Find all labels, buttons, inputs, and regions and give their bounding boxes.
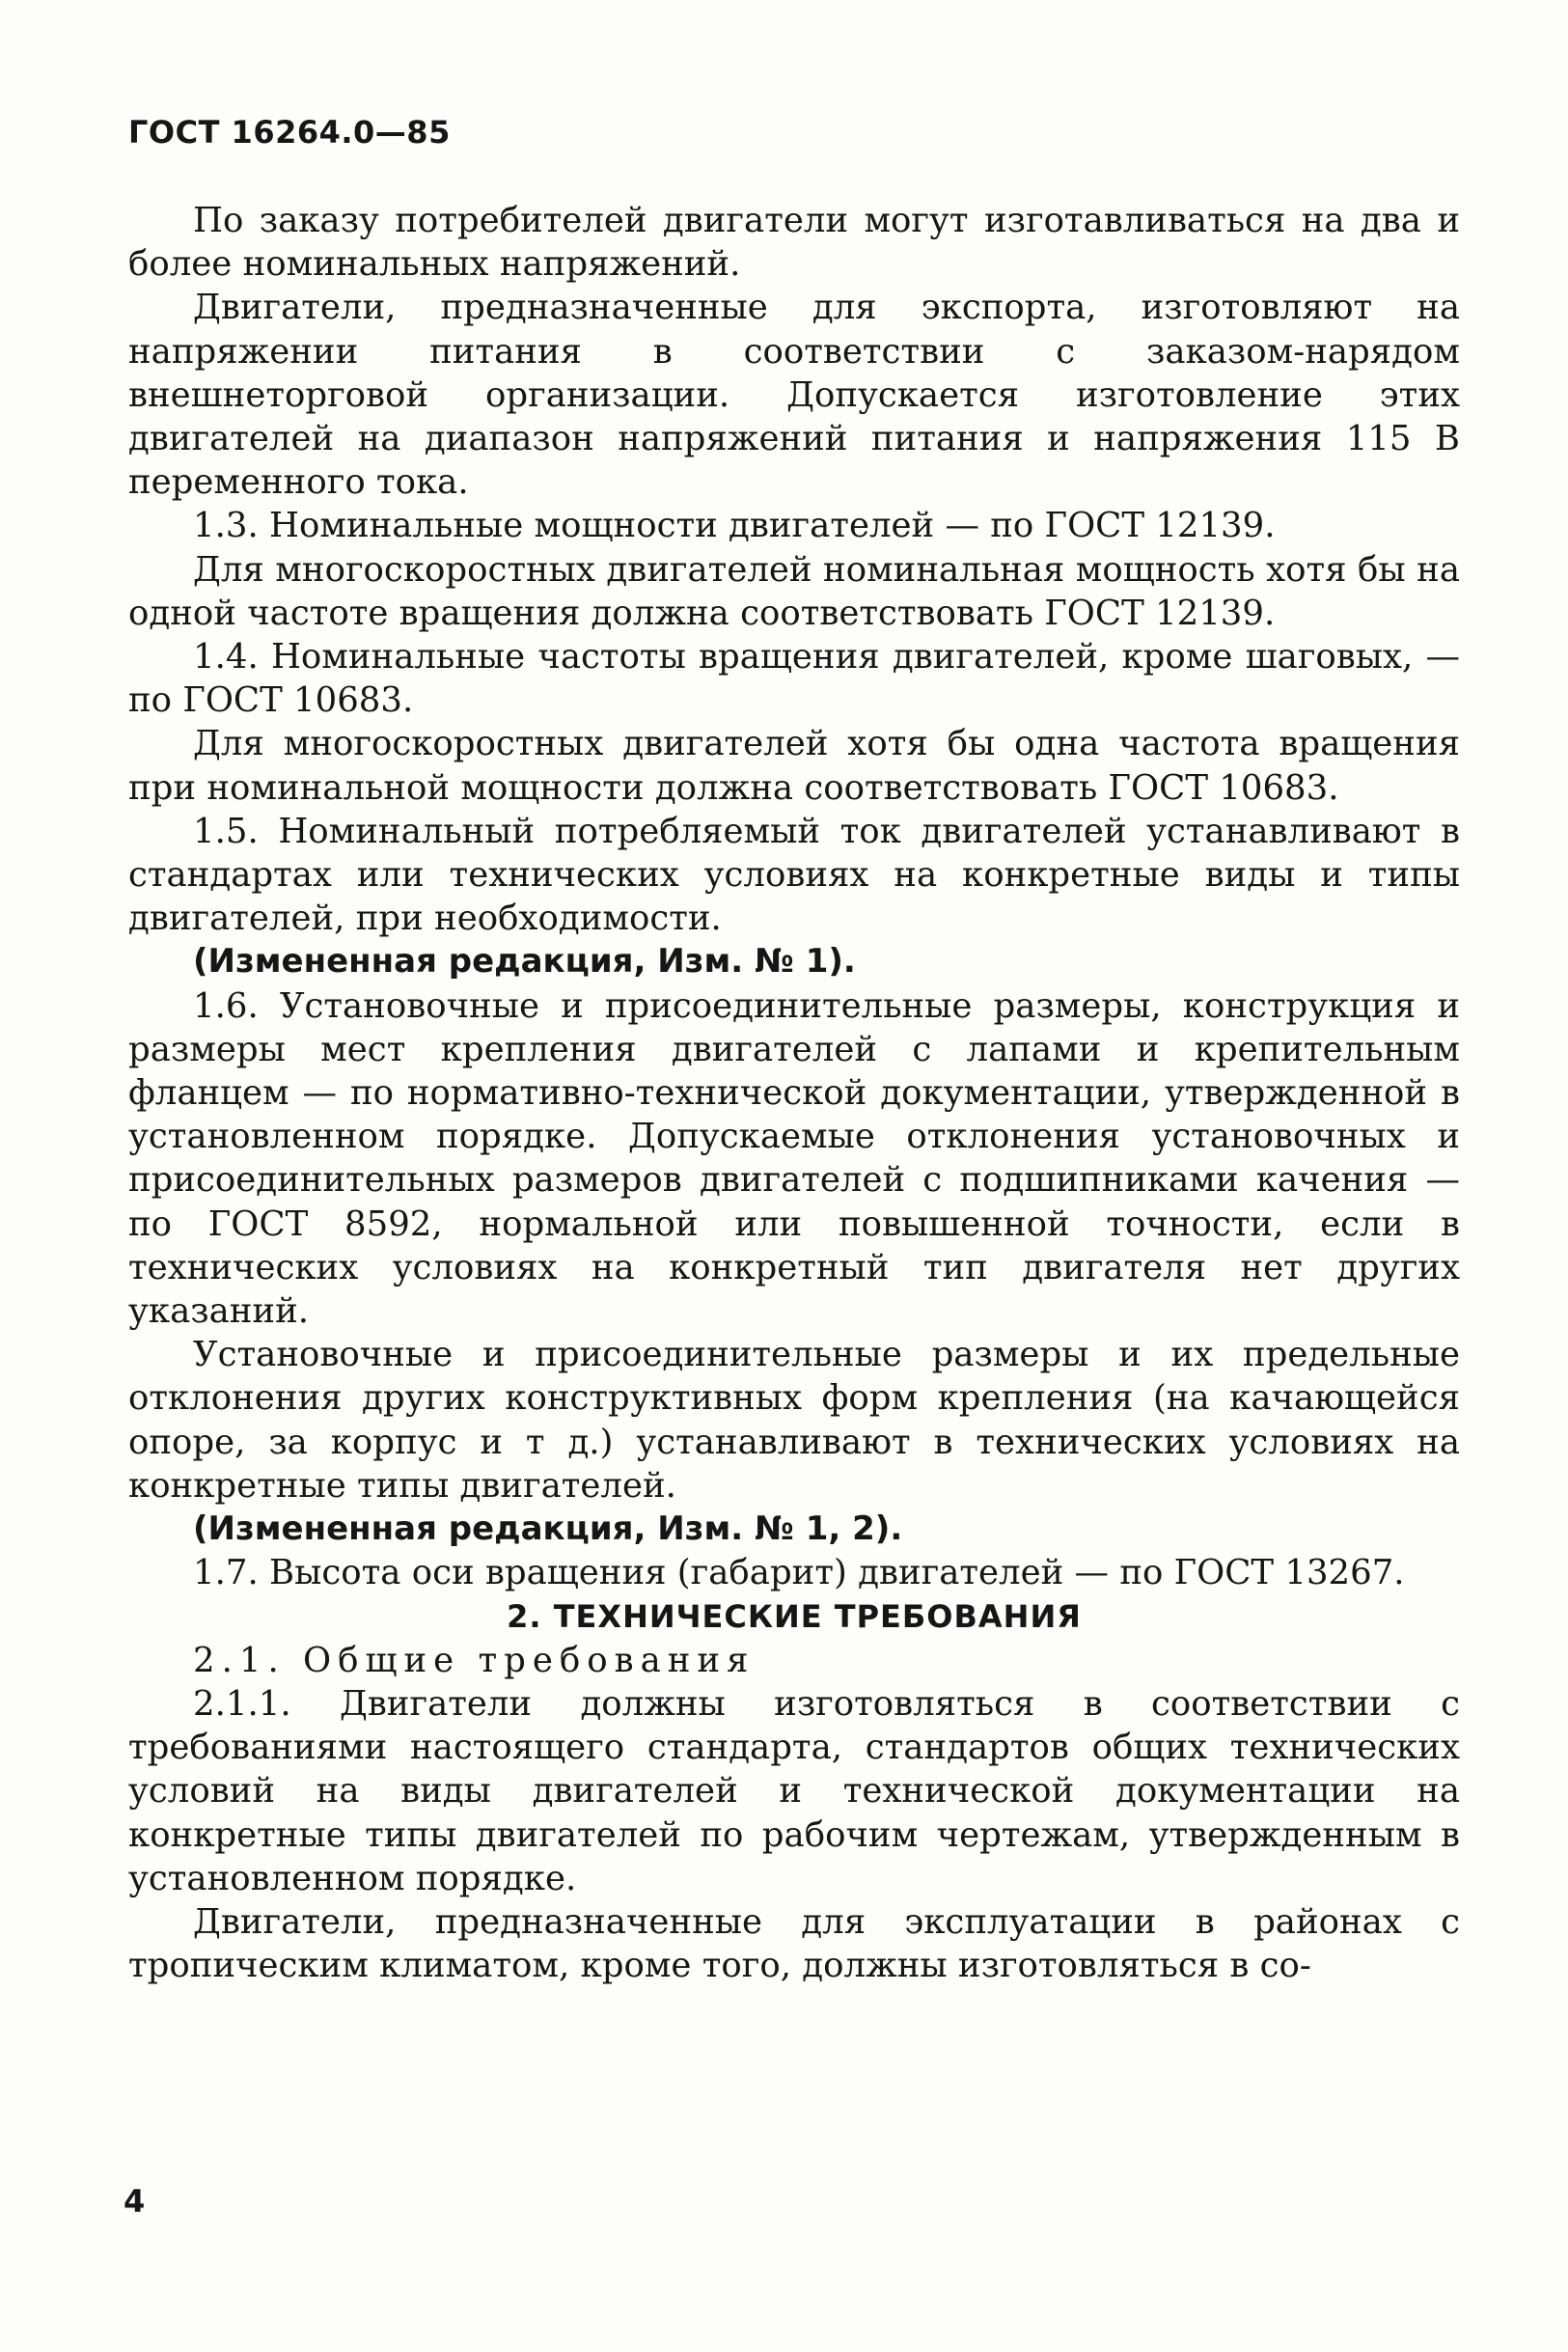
amendment-note: (Измененная редакция, Изм. № 1, 2). xyxy=(193,1509,903,1549)
section-title: 2. ТЕХНИЧЕСКИЕ ТРЕБОВАНИЯ xyxy=(507,1597,1082,1635)
clause-2-1-1: 2.1.1. Двигатели должны изготовляться в соответствии с требованиями настоящего стандарта, стандартов общих технических условий на виды двигателей и технической документации на конкретные типы двигателей по рабочим чертежам, утвержденным в установленном порядке. xyxy=(128,1683,1460,1898)
clause-1-6: 1.6. Установочные и присоединительные размеры, конструкция и размеры мест крепления двигателей с лапами и крепительным фланцем — по нормативно-технической документации, утвержденной в установленном порядке. Допускаемые отклонения установочных и присоединительных размеров двигателей с подшипниками качения — по ГОСТ 8592, нормальной или повышенной точности, если в технических условиях на конкретный тип двигателя нет других указаний. xyxy=(128,985,1460,1332)
page-number: 4 xyxy=(124,2183,146,2220)
clause-1-4: 1.4. Номинальные частоты вращения двигателей, кроме шаговых, — по ГОСТ 10683. xyxy=(128,637,1460,721)
paragraph: Двигатели, предназначенные для эксплуатации в районах с тропическим климатом, кроме того, должны изготовляться в со- xyxy=(128,1901,1460,1986)
clause-1-5: 1.5. Номинальный потребляемый ток двигателей устанавливают в стандартах или технических условиях на конкретные виды и типы двигателей, при необходимости. xyxy=(128,811,1460,939)
document-body xyxy=(128,199,1460,1987)
subsection-heading: 2.1. Общие требования xyxy=(193,1640,756,1680)
document-header: ГОСТ 16264.0—85 xyxy=(128,114,451,151)
clause-1-7: 1.7. Высота оси вращения (габарит) двигателей — по ГОСТ 13267. xyxy=(193,1553,1405,1593)
paragraph: Для многоскоростных двигателей номинальная мощность хотя бы на одной частоте вращения должна соответствовать ГОСТ 12139. xyxy=(128,549,1460,633)
clause-1-3: 1.3. Номинальные мощности двигателей — по ГОСТ 12139. xyxy=(193,506,1276,546)
paragraph: По заказу потребителей двигатели могут изготавливаться на два и более номинальных напряжений. xyxy=(128,201,1460,285)
amendment-note: (Измененная редакция, Изм. № 1). xyxy=(193,942,856,982)
paragraph: Установочные и присоединительные размеры и их предельные отклонения других конструктивных форм крепления (на качающейся опоре, за корпус и т д.) устанавливают в технических условиях на конкретные типы двигателей. xyxy=(128,1335,1460,1506)
paragraph: Двигатели, предназначенные для экспорта, изготовляют на напряжении питания в соответствии с заказом-нарядом внешнеторговой организации. Допускается изготовление этих двигателей на диапазон напряжений питания и напряжения 115 В переменного тока. xyxy=(128,288,1460,503)
paragraph: Для многоскоростных двигателей хотя бы одна частота вращения при номинальной мощности должна соответствовать ГОСТ 10683. xyxy=(128,724,1460,808)
